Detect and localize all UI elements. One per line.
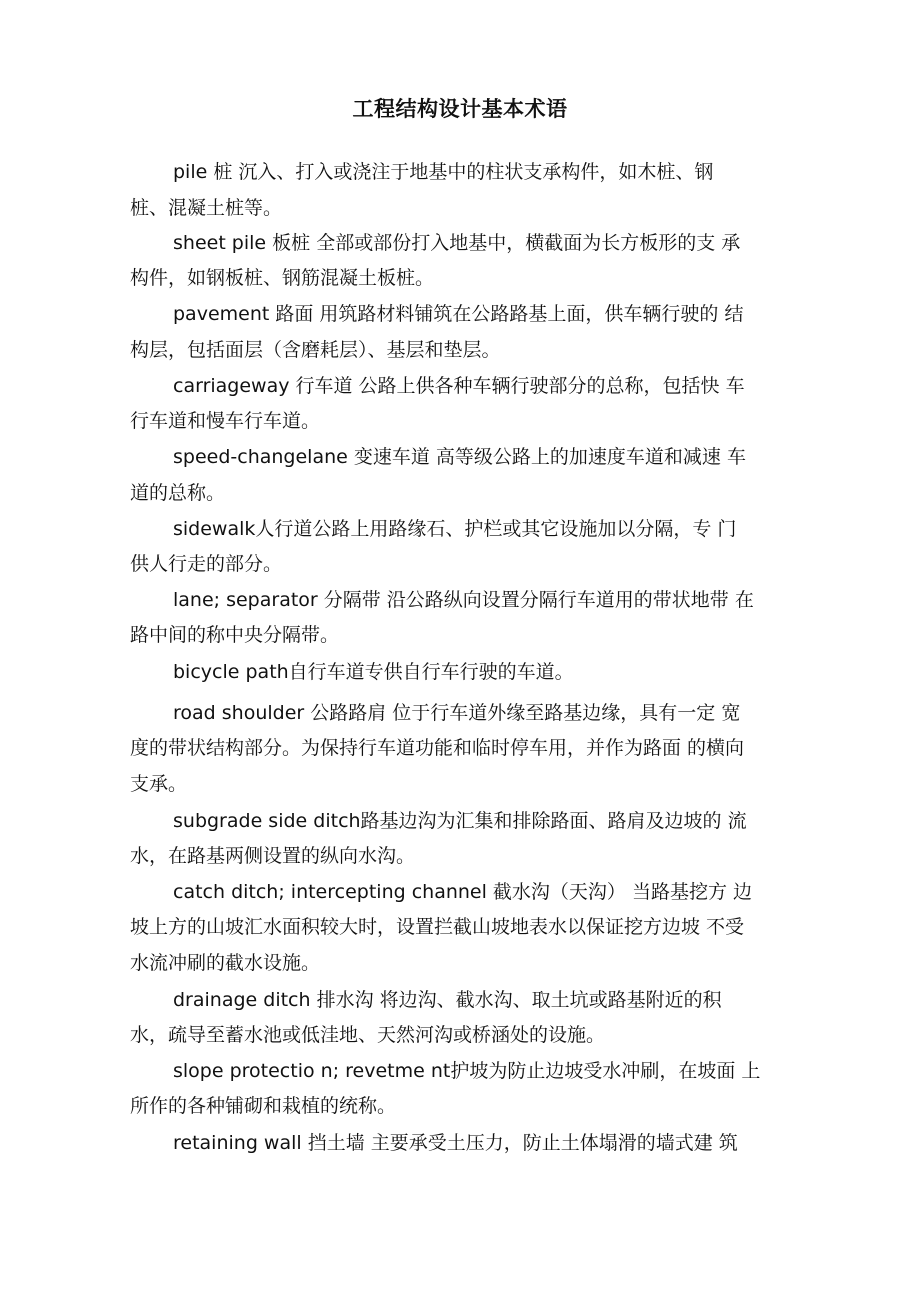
entry-pavement-line-2: 构层，包括面层（含磨耗层）、基层和垫层。 [130,339,501,361]
entry-catch-ditch-line-1: catch ditch; intercepting channel 截水沟（天沟） 当路基挖方 边 [173,881,753,903]
entry-pavement-line-1: pavement 路面 用筑路材料铺筑在公路路基上面，供车辆行驶的 结 [173,303,744,325]
entry-speed-change-lane-line-1: speed-changelane 变速车道 高等级公路上的加速度车道和减速 车 [173,446,746,468]
entry-retaining-wall-line-1: retaining wall 挡土墙 主要承受土压力，防止土体塌滑的墙式建 筑 [173,1132,738,1154]
entry-side-ditch-line-1: subgrade side ditch路基边沟为汇集和排除路面、路肩及边坡的 流 [173,810,747,832]
entry-carriageway-line-2: 行车道和慢车行车道。 [130,410,321,432]
entry-catch-ditch-line-3: 水流冲刷的截水设施。 [130,952,321,974]
document-title: 工程结构设计基本术语 [352,97,568,121]
entry-separator-line-2: 路中间的称中央分隔带。 [130,624,340,646]
entry-drainage-ditch-line-2: 水，疏导至蓄水池或低洼地、天然河沟或桥涵处的设施。 [130,1024,606,1046]
entry-slope-protection-line-1: slope protectio n; revetme nt护坡为防止边坡受水冲刷，在坡面 上 [173,1060,761,1082]
entry-sheet-pile-line-2: 构件，如钢板桩、钢筋混凝土板桩。 [130,267,435,289]
entry-pile-line-1: pile 桩 沉入、打入或浇注于地基中的柱状支承构件，如木桩、钢 [173,161,714,183]
entry-bicycle-path-line-1: bicycle path自行车道专供自行车行驶的车道。 [173,661,574,683]
entry-road-shoulder-line-1: road shoulder 公路路肩 位于行车道外缘至路基边缘，具有一定 宽 [173,702,741,724]
entry-catch-ditch-line-2: 坡上方的山坡汇水面积较大时，设置拦截山坡地表水以保证挖方边坡 不受 [130,916,745,938]
entry-separator-line-1: lane; separator 分隔带 沿公路纵向设置分隔行车道用的带状地带 在 [173,589,754,611]
entry-road-shoulder-line-3: 支承。 [130,773,188,795]
entry-side-ditch-line-2: 水，在路基两侧设置的纵向水沟。 [130,845,416,867]
entry-speed-change-lane-line-2: 道的总称。 [130,482,226,504]
entry-road-shoulder-line-2: 度的带状结构部分。为保持行车道功能和临时停车用，并作为路面 的横向 [130,737,745,759]
entry-drainage-ditch-line-1: drainage ditch 排水沟 将边沟、截水沟、取土坑或路基附近的积 [173,989,722,1011]
entry-sidewalk-line-1: sidewalk人行道公路上用路缘石、护栏或其它设施加以分隔，专 门 [173,518,737,540]
entry-slope-protection-line-2: 所作的各种铺砌和栽植的统称。 [130,1095,397,1117]
entry-sheet-pile-line-1: sheet pile 板桩 全部或部份打入地基中，横截面为长方板形的支 承 [173,232,741,254]
entry-carriageway-line-1: carriageway 行车道 公路上供各种车辆行驶部分的总称，包括快 车 [173,375,745,397]
entry-pile-line-2: 桩、混凝土桩等。 [130,197,283,219]
entry-sidewalk-line-2: 供人行走的部分。 [130,553,283,575]
